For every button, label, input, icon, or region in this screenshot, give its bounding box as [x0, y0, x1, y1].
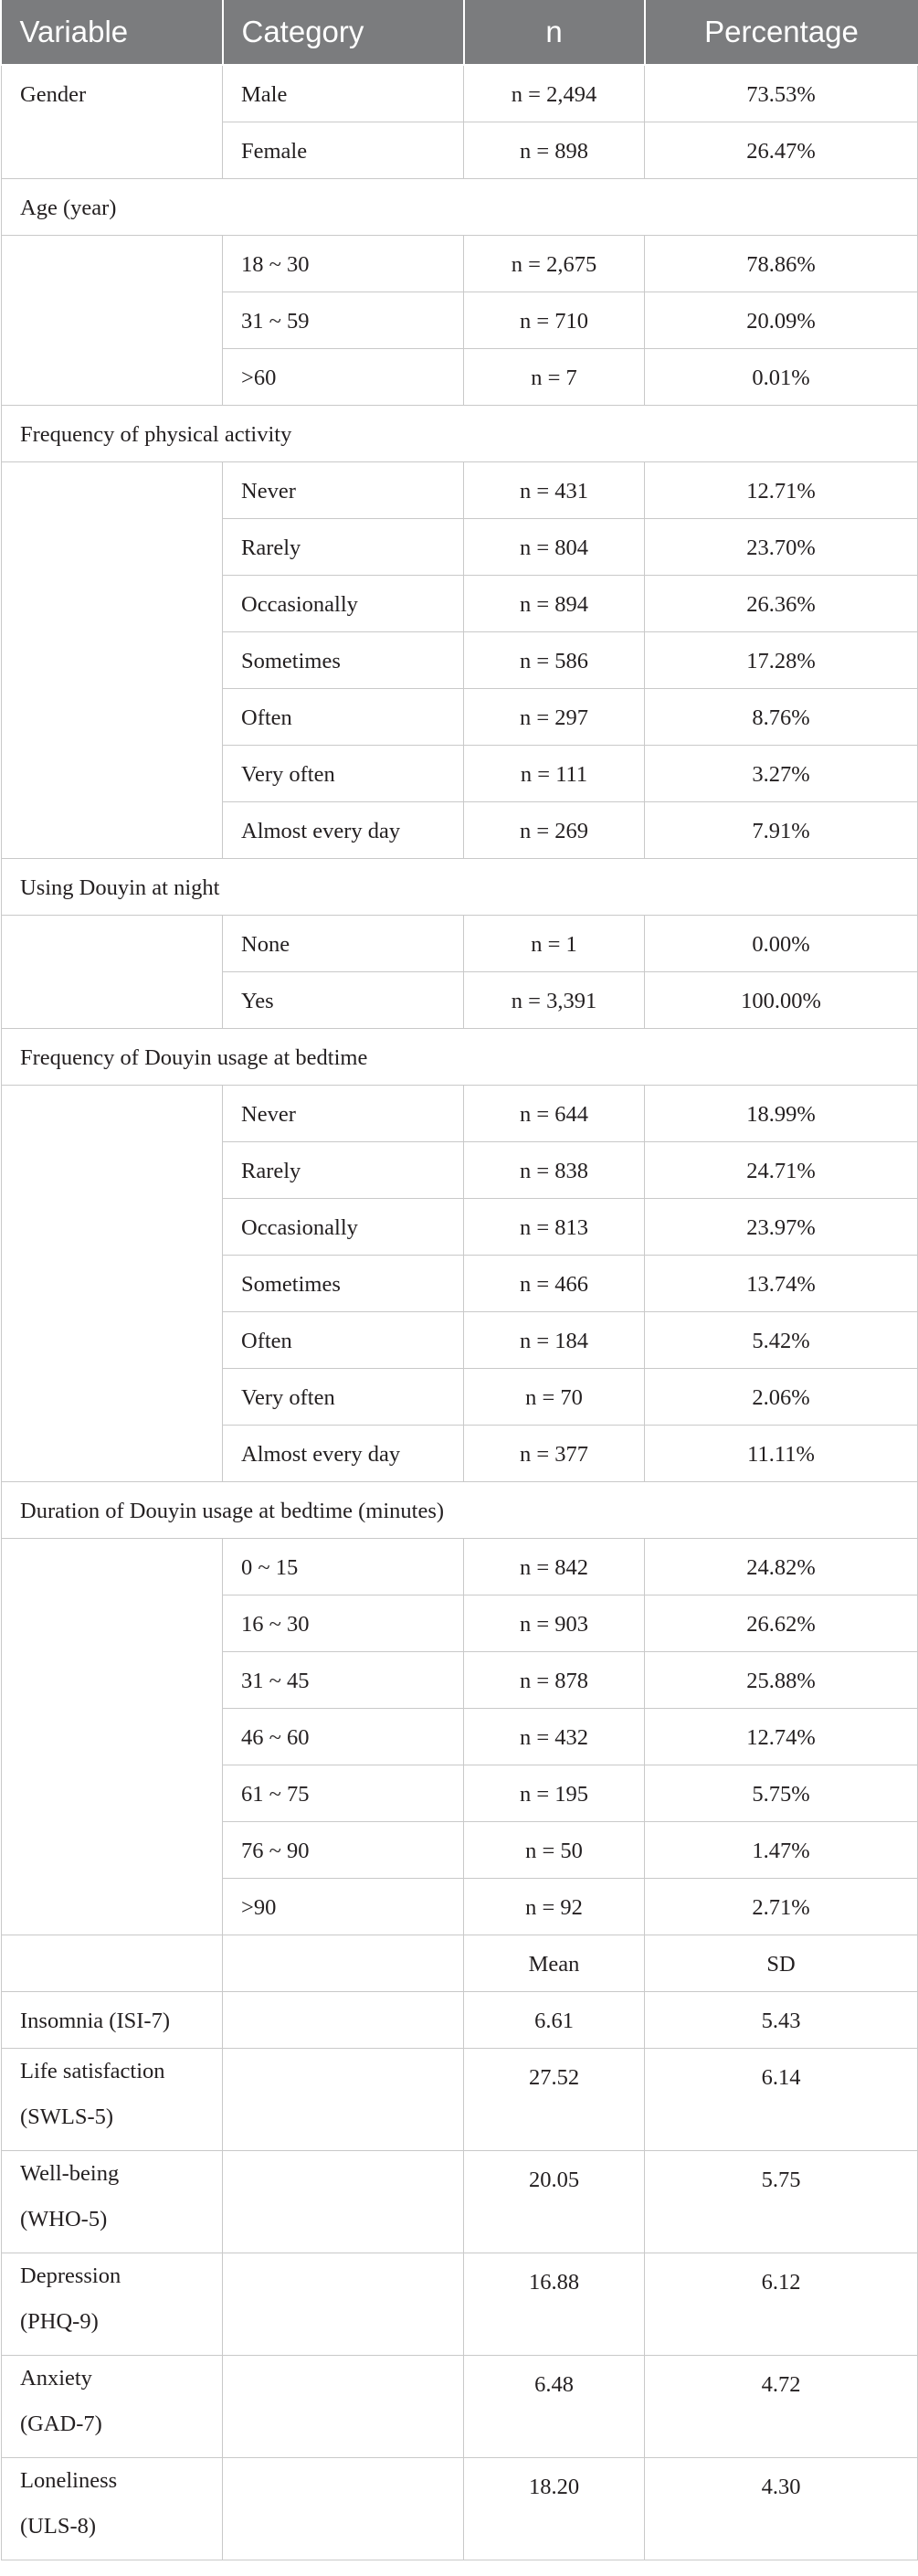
table-row [2, 2048, 918, 2150]
n-cell: n = 431 [464, 461, 645, 518]
sd-cell: 4.30 [645, 2457, 918, 2560]
sd-header: SD [645, 1935, 918, 1991]
category-cell: Almost every day [223, 1425, 464, 1481]
percentage-cell: 0.01% [645, 348, 918, 405]
percentage-cell: 11.11% [645, 1425, 918, 1481]
scale-label-line1: Life satisfaction [20, 2058, 165, 2083]
scale-label [2, 2457, 223, 2560]
percentage-cell: 26.47% [645, 122, 918, 178]
section-label: Using Douyin at night [2, 858, 918, 915]
percentage-cell: 8.76% [645, 688, 918, 745]
empty-cell [223, 1935, 464, 1991]
demographics-table [1, 0, 918, 2560]
table-row [2, 1085, 918, 1141]
percentage-cell: 7.91% [645, 801, 918, 858]
scale-label-line2: (PHQ-9) [20, 2308, 99, 2334]
section-label: Frequency of physical activity [2, 405, 918, 461]
n-cell: n = 3,391 [464, 971, 645, 1028]
n-cell: n = 269 [464, 801, 645, 858]
empty-cell [223, 2048, 464, 2150]
section-header-row [2, 1481, 918, 1538]
mean-cell: 16.88 [464, 2253, 645, 2355]
n-cell: n = 92 [464, 1878, 645, 1935]
n-cell: n = 111 [464, 745, 645, 801]
mean-cell: 20.05 [464, 2150, 645, 2253]
table-row [2, 2457, 918, 2560]
category-cell: Male [223, 65, 464, 122]
percentage-cell: 2.71% [645, 1878, 918, 1935]
scale-label: Insomnia (ISI-7) [2, 1991, 223, 2048]
percentage-cell: 24.71% [645, 1141, 918, 1198]
n-cell: n = 297 [464, 688, 645, 745]
table-row [2, 2355, 918, 2457]
header-n: n [464, 0, 645, 65]
category-cell: 0 ~ 15 [223, 1538, 464, 1595]
category-cell: 61 ~ 75 [223, 1765, 464, 1821]
percentage-cell: 23.97% [645, 1198, 918, 1255]
n-cell: n = 644 [464, 1085, 645, 1141]
scale-label-line2: (SWLS-5) [20, 2104, 114, 2129]
category-cell: 46 ~ 60 [223, 1708, 464, 1765]
category-cell: 76 ~ 90 [223, 1821, 464, 1878]
n-cell: n = 1 [464, 915, 645, 971]
scale-label-line1: Anxiety [20, 2365, 92, 2390]
n-cell: n = 50 [464, 1821, 645, 1878]
section-header-row [2, 405, 918, 461]
category-cell: Very often [223, 745, 464, 801]
n-cell: n = 2,494 [464, 65, 645, 122]
category-cell: None [223, 915, 464, 971]
percentage-cell: 5.75% [645, 1765, 918, 1821]
section-header-row [2, 858, 918, 915]
percentage-cell: 3.27% [645, 745, 918, 801]
empty-variable-cell [2, 1085, 223, 1481]
category-cell: Very often [223, 1368, 464, 1425]
category-cell: Sometimes [223, 631, 464, 688]
scales-header-row [2, 1935, 918, 1991]
empty-cell [223, 1991, 464, 2048]
scale-label-line1: Loneliness [20, 2467, 118, 2493]
n-cell: n = 842 [464, 1538, 645, 1595]
section-label: Age (year) [2, 178, 918, 235]
variable-label: Gender [2, 65, 223, 178]
empty-variable-cell [2, 915, 223, 1028]
section-header-row [2, 1028, 918, 1085]
header-row [2, 0, 918, 65]
header-category: Category [223, 0, 464, 65]
category-cell: Rarely [223, 518, 464, 575]
n-cell: n = 894 [464, 575, 645, 631]
scale-label-line1: Depression [20, 2263, 121, 2288]
percentage-cell: 5.42% [645, 1311, 918, 1368]
n-cell: n = 195 [464, 1765, 645, 1821]
category-cell: Never [223, 461, 464, 518]
n-cell: n = 903 [464, 1595, 645, 1651]
percentage-cell: 78.86% [645, 235, 918, 292]
category-cell: Often [223, 688, 464, 745]
percentage-cell: 26.36% [645, 575, 918, 631]
mean-cell: 27.52 [464, 2048, 645, 2150]
percentage-cell: 2.06% [645, 1368, 918, 1425]
mean-cell: 18.20 [464, 2457, 645, 2560]
n-cell: n = 7 [464, 348, 645, 405]
n-cell: n = 586 [464, 631, 645, 688]
scale-label-line2: (WHO-5) [20, 2206, 108, 2231]
n-cell: n = 813 [464, 1198, 645, 1255]
n-cell: n = 898 [464, 122, 645, 178]
n-cell: n = 466 [464, 1255, 645, 1311]
empty-cell [223, 2355, 464, 2457]
sd-cell: 6.14 [645, 2048, 918, 2150]
percentage-cell: 12.71% [645, 461, 918, 518]
n-cell: n = 710 [464, 292, 645, 348]
percentage-cell: 13.74% [645, 1255, 918, 1311]
percentage-cell: 18.99% [645, 1085, 918, 1141]
percentage-cell: 25.88% [645, 1651, 918, 1708]
percentage-cell: 23.70% [645, 518, 918, 575]
empty-variable-cell [2, 461, 223, 858]
category-cell: Occasionally [223, 1198, 464, 1255]
table-row [2, 1991, 918, 2048]
n-cell: n = 878 [464, 1651, 645, 1708]
header-variable: Variable [2, 0, 223, 65]
table-row [2, 1538, 918, 1595]
scale-label [2, 2253, 223, 2355]
category-cell: Sometimes [223, 1255, 464, 1311]
category-cell: >90 [223, 1878, 464, 1935]
section-label: Duration of Douyin usage at bedtime (minutes) [2, 1481, 918, 1538]
category-cell: Female [223, 122, 464, 178]
category-cell: >60 [223, 348, 464, 405]
scale-label-line2: (GAD-7) [20, 2411, 102, 2436]
category-cell: 31 ~ 59 [223, 292, 464, 348]
scale-label [2, 2048, 223, 2150]
category-cell: 18 ~ 30 [223, 235, 464, 292]
empty-variable-cell [2, 1538, 223, 1935]
category-cell: Rarely [223, 1141, 464, 1198]
n-cell: n = 432 [464, 1708, 645, 1765]
scale-label [2, 2355, 223, 2457]
section-header-row [2, 178, 918, 235]
table-row [2, 915, 918, 971]
sd-cell: 5.43 [645, 1991, 918, 2048]
n-cell: n = 377 [464, 1425, 645, 1481]
section-label: Frequency of Douyin usage at bedtime [2, 1028, 918, 1085]
sd-cell: 4.72 [645, 2355, 918, 2457]
percentage-cell: 20.09% [645, 292, 918, 348]
sd-cell: 6.12 [645, 2253, 918, 2355]
category-cell: 31 ~ 45 [223, 1651, 464, 1708]
empty-cell [223, 2457, 464, 2560]
mean-cell: 6.61 [464, 1991, 645, 2048]
n-cell: n = 70 [464, 1368, 645, 1425]
category-cell: Never [223, 1085, 464, 1141]
empty-cell [223, 2253, 464, 2355]
table-row [2, 235, 918, 292]
n-cell: n = 804 [464, 518, 645, 575]
table-row [2, 65, 918, 122]
sd-cell: 5.75 [645, 2150, 918, 2253]
category-cell: Almost every day [223, 801, 464, 858]
table-row [2, 2150, 918, 2253]
mean-header: Mean [464, 1935, 645, 1991]
category-cell: Yes [223, 971, 464, 1028]
mean-cell: 6.48 [464, 2355, 645, 2457]
n-cell: n = 2,675 [464, 235, 645, 292]
percentage-cell: 0.00% [645, 915, 918, 971]
scale-label-line1: Well-being [20, 2160, 120, 2186]
table-row [2, 461, 918, 518]
percentage-cell: 17.28% [645, 631, 918, 688]
percentage-cell: 73.53% [645, 65, 918, 122]
n-cell: n = 184 [464, 1311, 645, 1368]
category-cell: Occasionally [223, 575, 464, 631]
empty-cell [2, 1935, 223, 1991]
table-row [2, 2253, 918, 2355]
empty-variable-cell [2, 235, 223, 405]
scale-label-line2: (ULS-8) [20, 2513, 97, 2539]
header-percentage: Percentage [645, 0, 918, 65]
percentage-cell: 12.74% [645, 1708, 918, 1765]
category-cell: Often [223, 1311, 464, 1368]
percentage-cell: 100.00% [645, 971, 918, 1028]
percentage-cell: 1.47% [645, 1821, 918, 1878]
empty-cell [223, 2150, 464, 2253]
n-cell: n = 838 [464, 1141, 645, 1198]
scale-label [2, 2150, 223, 2253]
category-cell: 16 ~ 30 [223, 1595, 464, 1651]
percentage-cell: 26.62% [645, 1595, 918, 1651]
percentage-cell: 24.82% [645, 1538, 918, 1595]
